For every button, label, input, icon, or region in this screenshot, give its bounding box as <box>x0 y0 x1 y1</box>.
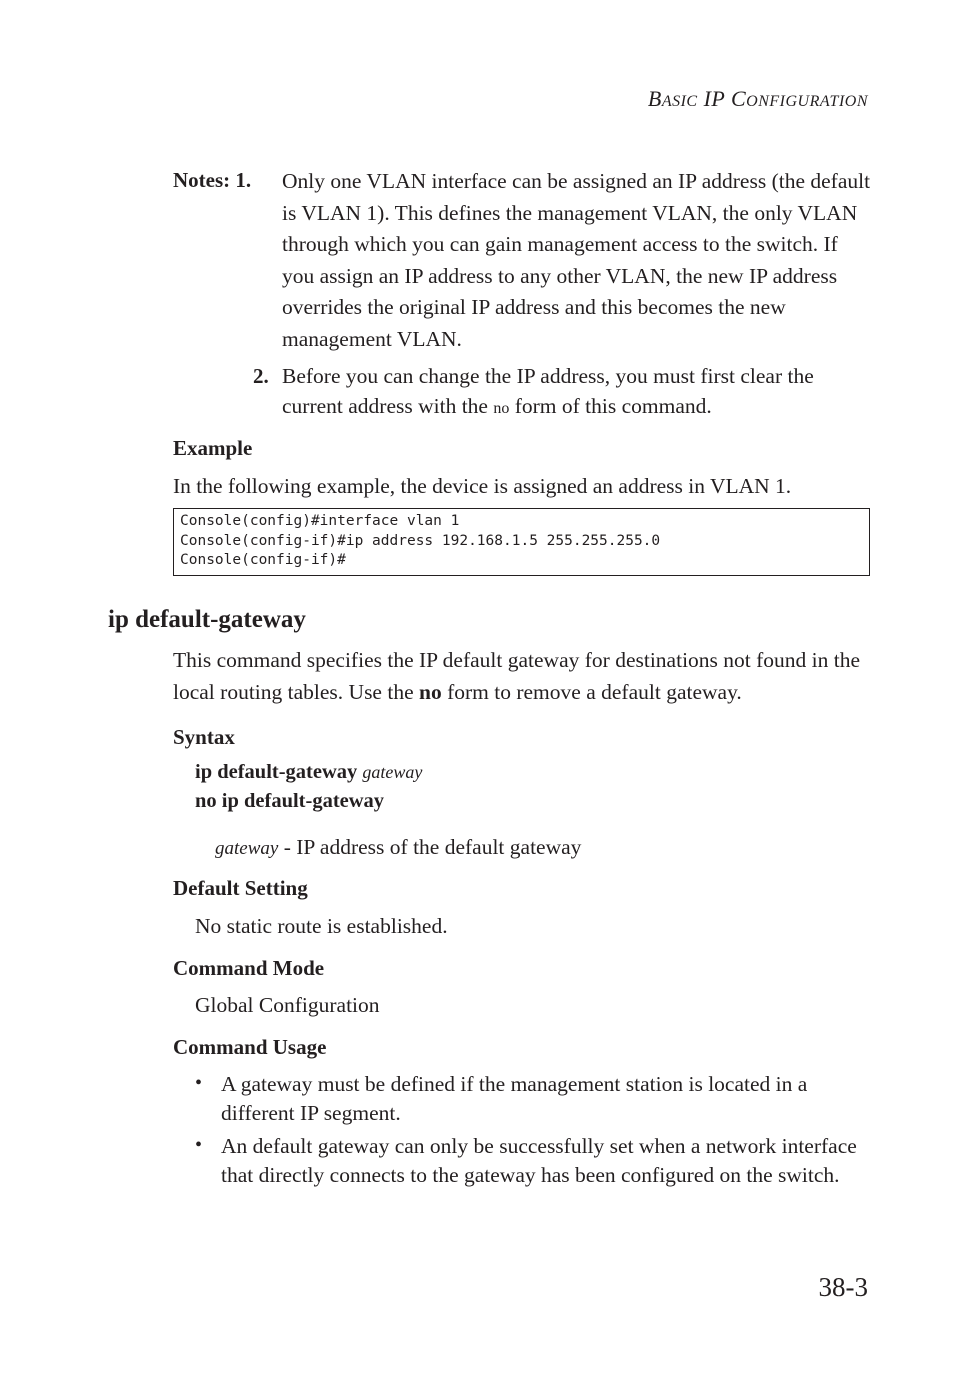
bullet-icon: • <box>195 1072 203 1094</box>
notes-label-text: Notes: <box>173 168 231 192</box>
syntax-line-2: no ip default-gateway <box>195 790 385 812</box>
running-head-asic: ASIC <box>661 93 698 110</box>
command-description-keyword: no <box>419 679 442 704</box>
note-1-number: 1. <box>235 168 252 192</box>
running-head-b: B <box>647 86 662 111</box>
command-mode-text: Global Configuration <box>195 993 380 1017</box>
param-desc: - IP address of the default gateway <box>278 835 582 859</box>
note-2-text-after: form of this command. <box>509 393 712 418</box>
note-2-text <box>282 362 872 423</box>
code-line: Console(config)#interface vlan 1 <box>180 513 460 529</box>
syntax-param: gateway <box>362 762 423 782</box>
syntax-heading: Syntax <box>173 725 235 749</box>
note-1-text: Only one VLAN interface can be assigned an IP address (the default is VLAN 1). This defines the management VLAN, the only VLAN through which you can gain management access to the switch. If you assign an IP address to any other VLAN, the new IP address overrides the original IP address and this becomes the new management VLAN. <box>282 169 871 351</box>
code-line: Console(config-if)# <box>180 552 346 568</box>
note-2-keyword: no <box>493 399 510 417</box>
command-usage-heading: Command Usage <box>173 1035 327 1059</box>
param-name: gateway <box>215 838 279 859</box>
running-head-ip: IP <box>697 86 731 111</box>
default-setting-heading: Default Setting <box>173 876 308 900</box>
command-description-before: This command specifies the IP default gateway for destinations not found in the local routing tables. Use the <box>173 648 861 704</box>
example-description: In the following example, the device is assigned an address in VLAN 1. <box>173 474 792 498</box>
notes-label <box>173 168 251 193</box>
code-line: Console(config-if)#ip address 192.168.1.5 255.255.255.0 <box>180 532 661 549</box>
section-title: ip default-gateway <box>108 606 306 633</box>
usage-item-1: A gateway must be defined if the management station is located in a different IP segment. <box>221 1072 808 1125</box>
syntax-command: ip default-gateway <box>195 761 358 783</box>
command-description-after: form to remove a default gateway. <box>441 679 742 704</box>
running-head-c: C <box>730 86 747 111</box>
param-description <box>215 832 581 865</box>
page-number: 38-3 <box>818 1272 868 1302</box>
note-2-text-before: Before you can change the IP address, you must first clear the current address with the <box>282 364 814 418</box>
bullet-icon: • <box>195 1134 203 1156</box>
running-head-onfiguration: ONFIGURATION <box>746 93 868 110</box>
code-example-box <box>173 508 870 576</box>
example-heading: Example <box>173 436 253 460</box>
command-description <box>173 645 863 708</box>
running-head <box>648 86 868 112</box>
syntax-line-1 <box>195 761 422 784</box>
default-setting-text: No static route is established. <box>195 914 448 938</box>
command-mode-heading: Command Mode <box>173 956 325 980</box>
usage-item-2: An default gateway can only be successfully set when a network interface that directly connects to the gateway has been configured on the switch. <box>221 1134 857 1187</box>
note-2-number: 2. <box>253 364 269 388</box>
